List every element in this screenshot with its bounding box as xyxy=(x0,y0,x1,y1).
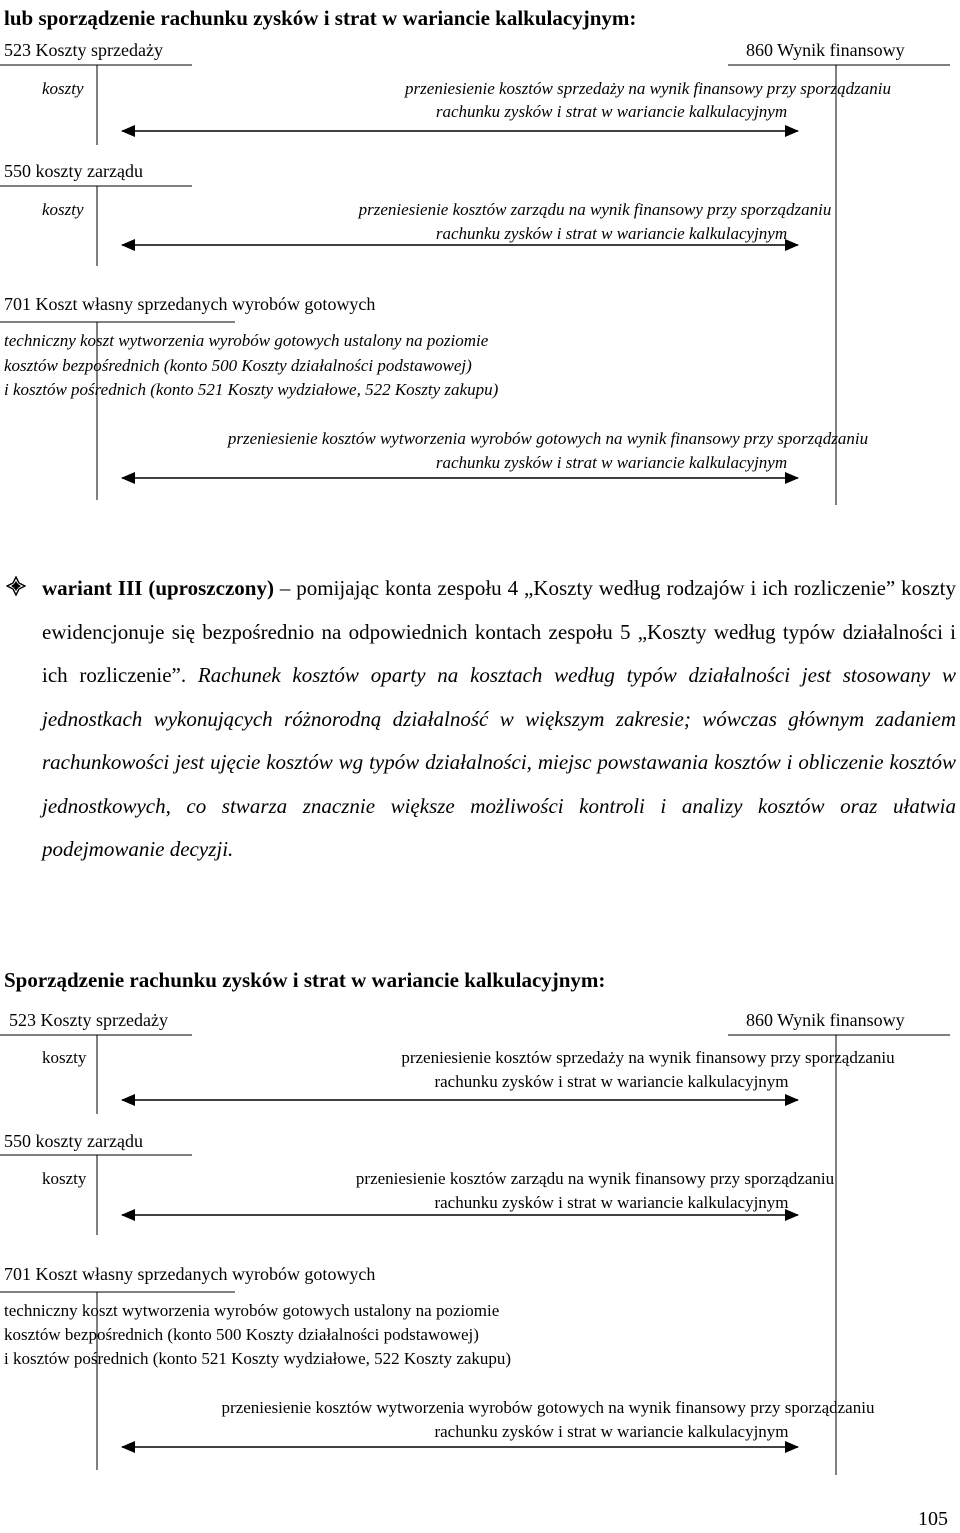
transfer-523-desc-line1: przeniesienie kosztów sprzedaży na wynik finansowy przy sporządzaniu xyxy=(401,1048,895,1067)
variant3-text: – pomijając konta zespołu 4 „Koszty według rodzajów i ich rozliczenie” koszty ewidencjonuje się bezpośrednio na odpowiednich kontach zespołu 5 „Koszty według typów działalności i ich rozliczenie”. xyxy=(42,576,956,687)
page-number: 105 xyxy=(918,1508,948,1530)
transfer-523-desc-line2: rachunku zysków i strat w wariancie kalkulacyjnym xyxy=(435,102,788,121)
transfer-701-desc-line1: przeniesienie kosztów wytworzenia wyrobów gotowych na wynik finansowy przy sporządzaniu xyxy=(227,429,869,448)
variant3-italic-text: Rachunek kosztów oparty na kosztach według typów działalności jest stosowany w jednostkach wykonujących różnorodną działalność w większym zakresie; wówczas głównym zadaniem rachunkowości jest ujęcie kosztów wg typów działalności, miejsc powstawania kosztów i obliczenie kosztów jednostkowych, co stwarza znacznie większe możliwości kontroli i analizy kosztów oraz ułatwia podejmowanie decyzji. xyxy=(42,663,957,861)
section1-heading: lub sporządzenie rachunku zysków i strat w wariancie kalkulacyjnym: xyxy=(4,6,637,30)
tech-cost-line3: i kosztów pośrednich (konto 521 Koszty wydziałowe, 522 Koszty zakupu) xyxy=(4,380,499,399)
transfer-550-desc-line2: rachunku zysków i strat w wariancie kalkulacyjnym xyxy=(435,224,788,243)
transfer-550-desc-line1: przeniesienie kosztów zarządu na wynik finansowy przy sporządzaniu xyxy=(358,200,832,219)
transfer-550-desc-line2: rachunku zysków i strat w wariancie kalkulacyjnym xyxy=(434,1193,789,1212)
account-860-title: 860 Wynik finansowy xyxy=(746,40,905,60)
transfer-523-desc-line2: rachunku zysków i strat w wariancie kalkulacyjnym xyxy=(434,1072,789,1091)
transfer-701-desc-line2: rachunku zysków i strat w wariancie kalkulacyjnym xyxy=(435,453,788,472)
koszty-label: koszty xyxy=(42,1048,87,1067)
transfer-523-desc-line1: przeniesienie kosztów sprzedaży na wynik finansowy przy sporządzaniu xyxy=(405,79,891,98)
account-550-title: 550 koszty zarządu xyxy=(4,1131,143,1151)
section2-t-accounts xyxy=(0,1035,950,1475)
account-523-title: 523 Koszty sprzedaży xyxy=(9,1010,168,1030)
koszty-label: koszty xyxy=(42,1169,87,1188)
account-550-title: 550 koszty zarządu xyxy=(4,161,143,181)
tech-cost-line3: i kosztów pośrednich (konto 521 Koszty wydziałowe, 522 Koszty zakupu) xyxy=(4,1349,512,1368)
transfer-701-desc-line2: rachunku zysków i strat w wariancie kalkulacyjnym xyxy=(434,1422,789,1441)
account-860-title: 860 Wynik finansowy xyxy=(746,1010,905,1030)
tech-cost-line1: techniczny koszt wytworzenia wyrobów gotowych ustalony na poziomie xyxy=(4,331,489,350)
section2-heading: Sporządzenie rachunku zysków i strat w wariancie kalkulacyjnym: xyxy=(4,968,606,992)
account-701-title: 701 Koszt własny sprzedanych wyrobów gotowych xyxy=(4,294,376,314)
account-523-title: 523 Koszty sprzedaży xyxy=(4,40,163,60)
koszty-label: koszty xyxy=(42,200,84,219)
account-701-title: 701 Koszt własny sprzedanych wyrobów gotowych xyxy=(4,1264,376,1284)
section1-t-accounts xyxy=(0,65,950,505)
transfer-701-desc-line1: przeniesienie kosztów wytworzenia wyrobów gotowych na wynik finansowy przy sporządzaniu xyxy=(221,1398,875,1417)
tech-cost-line2: kosztów bezpośrednich (konto 500 Koszty działalności podstawowej) xyxy=(4,1325,479,1344)
koszty-label: koszty xyxy=(42,79,84,98)
tech-cost-line2: kosztów bezpośrednich (konto 500 Koszty działalności podstawowej) xyxy=(4,356,472,375)
transfer-550-desc-line1: przeniesienie kosztów zarządu na wynik finansowy przy sporządzaniu xyxy=(355,1169,835,1188)
tech-cost-line1: techniczny koszt wytworzenia wyrobów gotowych ustalony na poziomie xyxy=(4,1301,500,1320)
variant3-title: wariant III (uproszczony) xyxy=(42,576,274,600)
